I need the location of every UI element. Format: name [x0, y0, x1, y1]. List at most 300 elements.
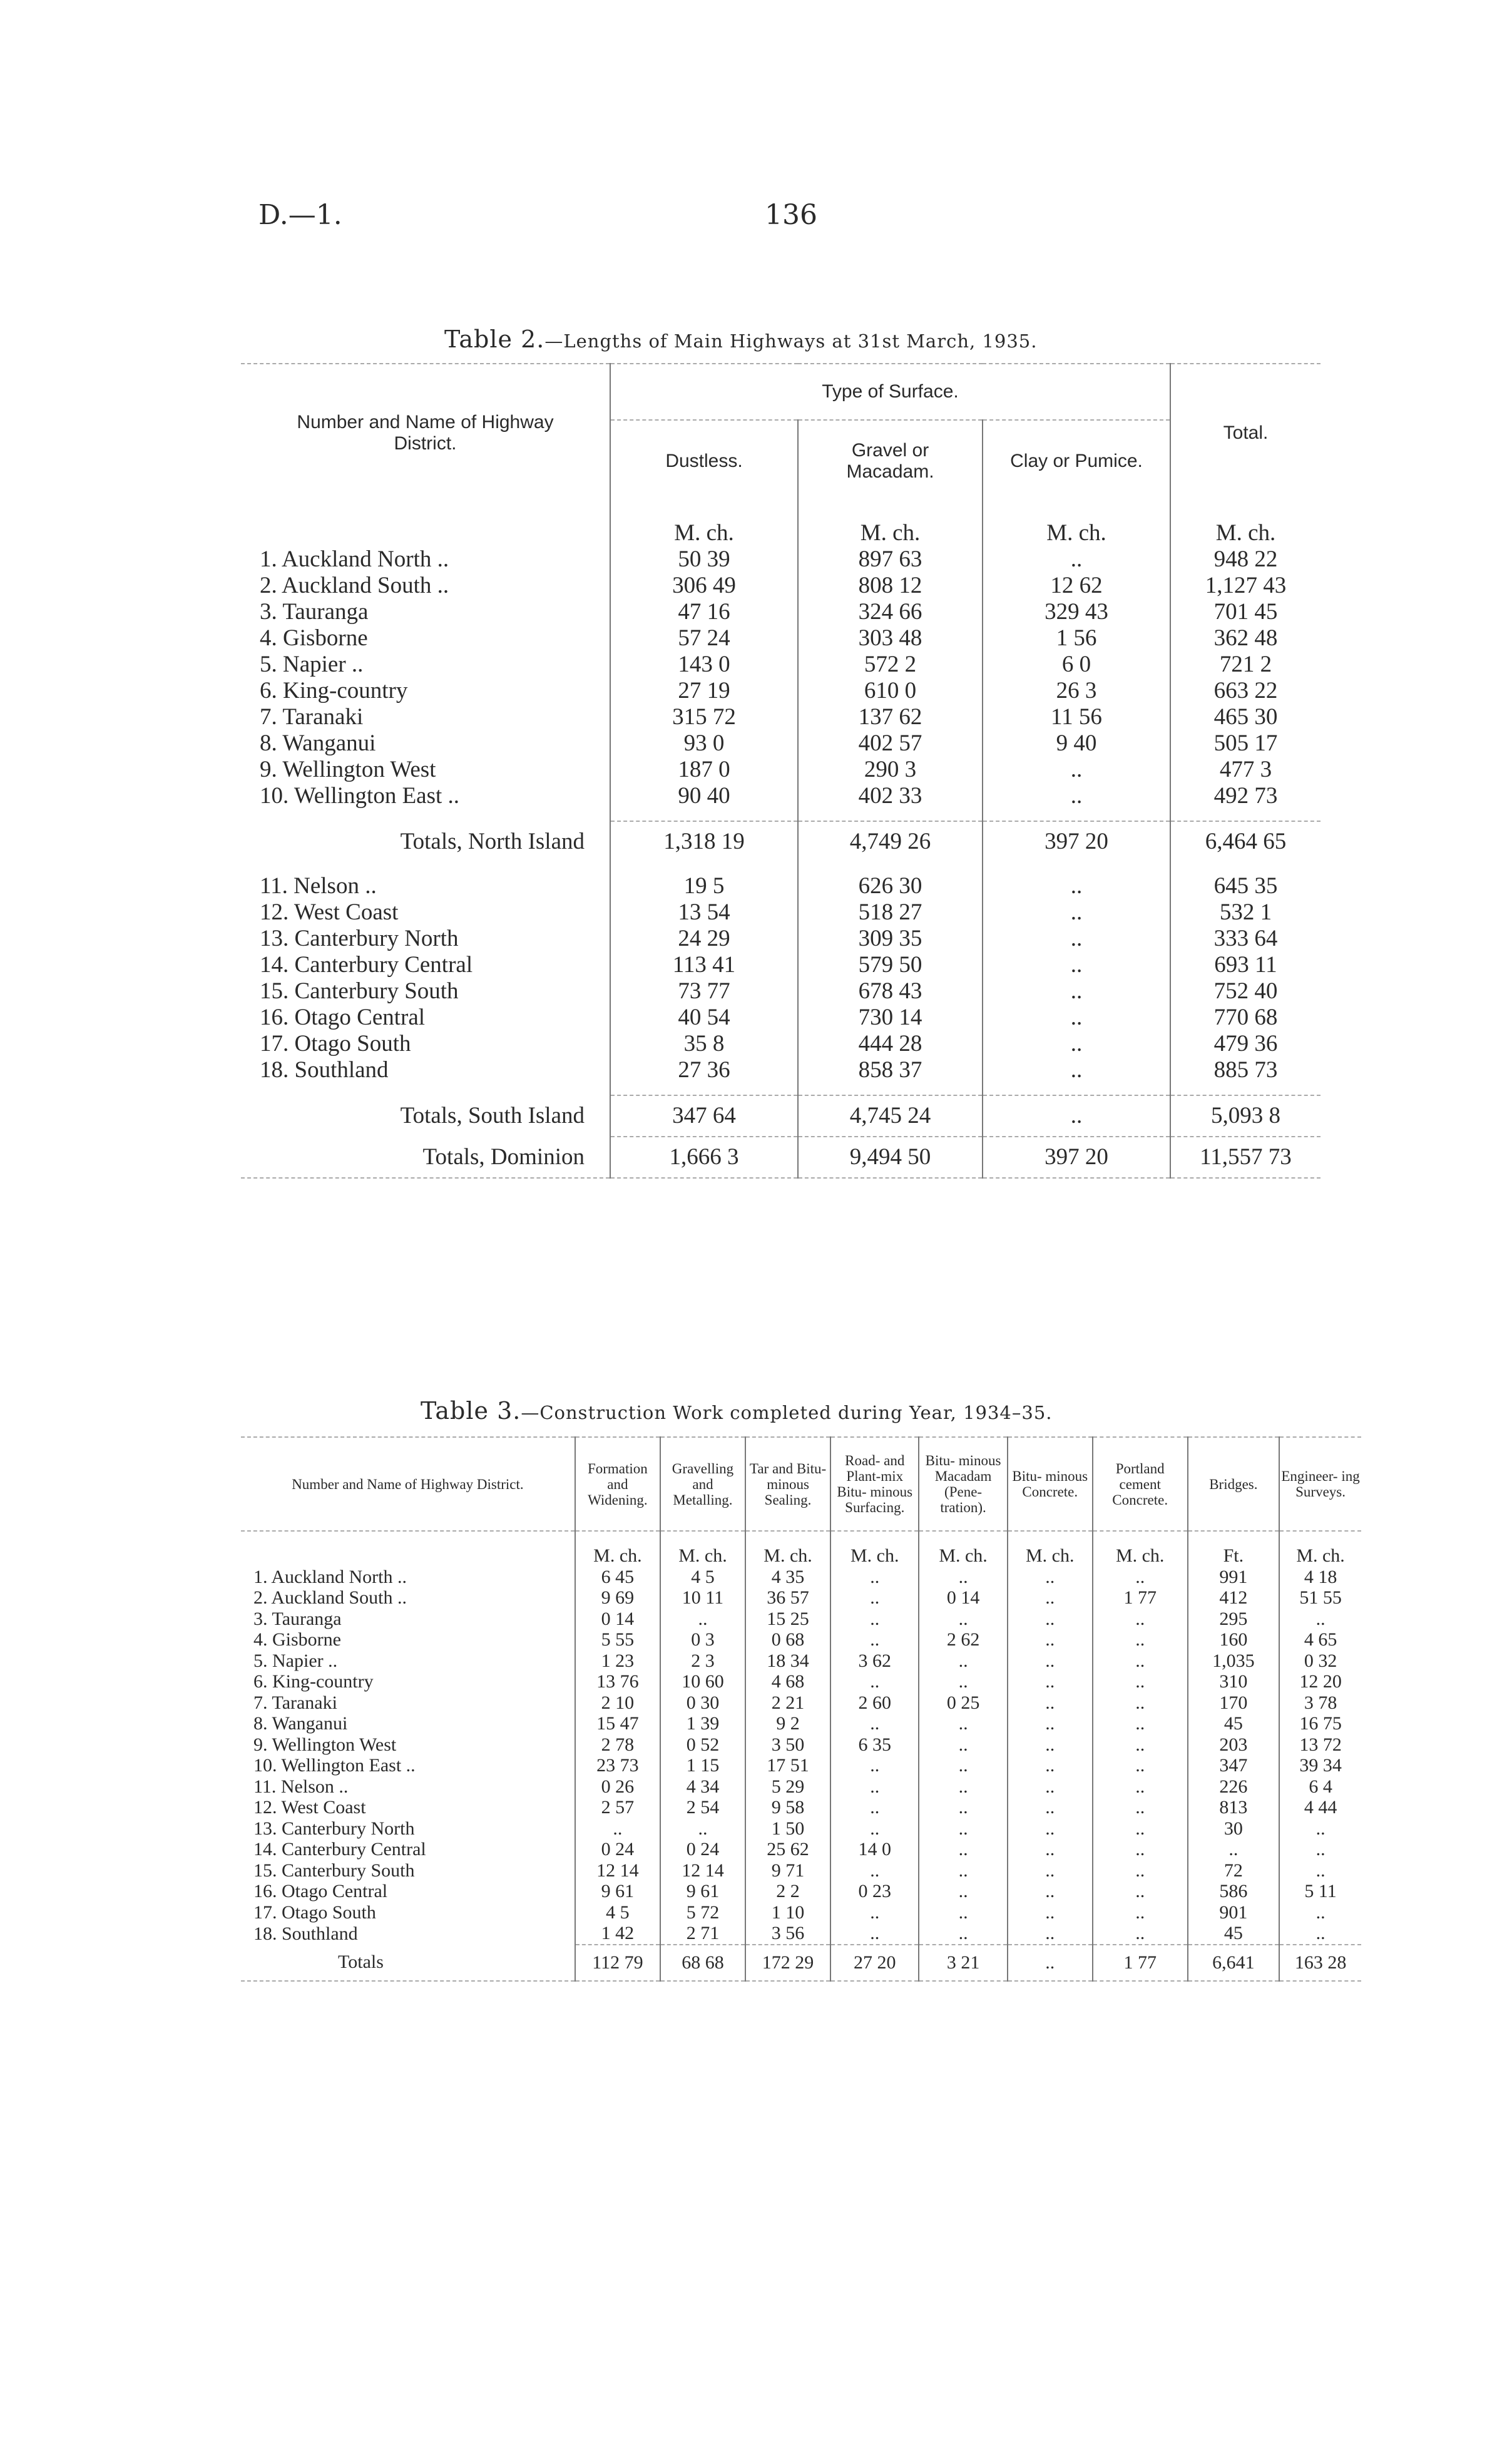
t3-row	[241, 1629, 1361, 1650]
t2-dustless: 24 29	[610, 926, 798, 952]
t3-unit-8: M. ch.	[1279, 1531, 1361, 1567]
t2-district-name: 2. Auckland South ..	[260, 573, 449, 598]
t3-header-9: Engineer- ing Surveys.	[1279, 1437, 1361, 1531]
t3-value: 51 55	[1279, 1587, 1361, 1609]
table3-title-text: —Construction Work completed during Year, 1934–35.	[521, 1402, 1053, 1423]
t3-row	[241, 1923, 1361, 1945]
t3-district-name: 10. Wellington East ..	[253, 1755, 416, 1776]
t3-row	[241, 1567, 1361, 1588]
t3-value: 5 55	[575, 1629, 660, 1650]
t3-value: ..	[919, 1671, 1007, 1692]
t3-value: 9 61	[660, 1881, 745, 1902]
t3-value: 17 51	[745, 1755, 830, 1776]
t2-dustless: 315 72	[610, 704, 798, 730]
t3-value: ..	[1008, 1755, 1093, 1776]
t2-total: 479 36	[1170, 1031, 1320, 1057]
t3-value: 72	[1188, 1860, 1280, 1881]
t2-district-name: 3. Tauranga	[260, 599, 369, 625]
t3-value: ..	[1093, 1776, 1188, 1798]
t3-value: 0 32	[1279, 1650, 1361, 1672]
t2-district-name: 12. West Coast	[260, 899, 399, 925]
table2	[241, 363, 1320, 1179]
t3-value: ..	[830, 1818, 919, 1840]
t3-value: ..	[1008, 1629, 1093, 1650]
t3-value: 12 14	[575, 1860, 660, 1881]
t3-value: 2 78	[575, 1734, 660, 1756]
t3-value: ..	[1008, 1818, 1093, 1840]
t2-dustless: 143 0	[610, 652, 798, 678]
t2-dominion-total-clay: 397 20	[983, 1137, 1170, 1178]
t3-value: ..	[1008, 1567, 1093, 1588]
t3-value: 813	[1188, 1797, 1280, 1818]
t3-value: 0 68	[745, 1629, 830, 1650]
t2-total: 693 11	[1170, 952, 1320, 978]
t3-value: 2 60	[830, 1692, 919, 1714]
t3-value: ..	[919, 1734, 1007, 1756]
t2-total: 505 17	[1170, 730, 1320, 757]
t3-value: 991	[1188, 1567, 1280, 1588]
t2-district-name: 6. King-country	[260, 678, 408, 704]
t3-unit-4: M. ch.	[919, 1531, 1007, 1567]
t2-group-header: Type of Surface.	[610, 364, 1170, 420]
t3-value: 45	[1188, 1923, 1280, 1945]
t2-district-name: 5. Napier ..	[260, 652, 364, 677]
t3-district-name: 7. Taranaki	[253, 1692, 337, 1713]
t2-spacer-row	[241, 809, 1320, 821]
t2-col-clay: Clay or Pumice.	[983, 420, 1170, 501]
t3-value: ..	[1093, 1860, 1188, 1881]
t3-value: 1,035	[1188, 1650, 1280, 1672]
t2-gravel: 324 66	[798, 599, 983, 625]
t2-dustless: 187 0	[610, 757, 798, 783]
t3-value: ..	[1008, 1692, 1093, 1714]
t3-value: 2 62	[919, 1629, 1007, 1650]
t3-value: 4 44	[1279, 1797, 1361, 1818]
t3-value: ..	[1008, 1860, 1093, 1881]
t3-value: ..	[830, 1797, 919, 1818]
t2-south-total-dustless: 347 64	[610, 1095, 798, 1137]
t2-clay: ..	[983, 926, 1170, 952]
t2-unit-clay: M. ch.	[983, 501, 1170, 546]
t3-value: 4 34	[660, 1776, 745, 1798]
t2-total: 1,127 43	[1170, 573, 1320, 599]
t3-value: 4 5	[660, 1567, 745, 1588]
t3-value: 2 3	[660, 1650, 745, 1672]
t3-value: ..	[1008, 1713, 1093, 1734]
t2-clay: ..	[983, 1057, 1170, 1083]
t2-clay: 11 56	[983, 704, 1170, 730]
t2-row	[241, 952, 1320, 978]
t2-gravel: 626 30	[798, 873, 983, 899]
t2-gravel: 678 43	[798, 978, 983, 1005]
t2-dominion-total	[241, 1137, 1320, 1178]
t2-dustless: 13 54	[610, 899, 798, 926]
t2-gravel: 309 35	[798, 926, 983, 952]
t3-row	[241, 1734, 1361, 1756]
t3-district-name: 9. Wellington West	[253, 1734, 397, 1755]
t3-row	[241, 1797, 1361, 1818]
t3-value: 347	[1188, 1755, 1280, 1776]
t3-row	[241, 1692, 1361, 1714]
t3-row	[241, 1902, 1361, 1923]
t2-district-name: 18. Southland	[260, 1057, 389, 1083]
t2-gravel: 518 27	[798, 899, 983, 926]
table2-title	[444, 325, 1037, 353]
t3-unit-0: M. ch.	[575, 1531, 660, 1567]
t3-total-value: 1 77	[1093, 1945, 1188, 1981]
t3-district-name: 11. Nelson ..	[253, 1776, 349, 1797]
t2-district-name: 15. Canterbury South	[260, 978, 459, 1004]
t3-value: 14 0	[830, 1839, 919, 1860]
t3-unit-6: M. ch.	[1093, 1531, 1188, 1567]
t2-gravel: 402 57	[798, 730, 983, 757]
t2-row	[241, 783, 1320, 809]
t2-total: 477 3	[1170, 757, 1320, 783]
t2-district-name: 17. Otago South	[260, 1031, 411, 1057]
t2-dustless: 35 8	[610, 1031, 798, 1057]
t3-value: ..	[1008, 1609, 1093, 1630]
t2-dustless: 113 41	[610, 952, 798, 978]
t3-value: 12 14	[660, 1860, 745, 1881]
t2-row	[241, 704, 1320, 730]
t2-gravel: 897 63	[798, 546, 983, 573]
t2-clay: 329 43	[983, 599, 1170, 625]
t3-value: 170	[1188, 1692, 1280, 1714]
t3-value: ..	[1008, 1902, 1093, 1923]
t3-total-value: 68 68	[660, 1945, 745, 1981]
t3-value: 10 60	[660, 1671, 745, 1692]
t3-value: ..	[1188, 1839, 1280, 1860]
t3-unit-3: M. ch.	[830, 1531, 919, 1567]
t3-value: 3 78	[1279, 1692, 1361, 1714]
t3-value: ..	[1093, 1734, 1188, 1756]
t2-clay: ..	[983, 952, 1170, 978]
t3-header-5: Bitu- minous Macadam (Pene- tration).	[919, 1437, 1007, 1531]
t3-value: ..	[1093, 1839, 1188, 1860]
t3-value: ..	[1008, 1671, 1093, 1692]
t2-row	[241, 1057, 1320, 1083]
t2-total: 721 2	[1170, 652, 1320, 678]
t3-total-value: ..	[1008, 1945, 1093, 1981]
t3-value: ..	[1093, 1692, 1188, 1714]
t3-row	[241, 1671, 1361, 1692]
t3-value: ..	[1279, 1839, 1361, 1860]
t3-value: 412	[1188, 1587, 1280, 1609]
t3-value: ..	[919, 1881, 1007, 1902]
t3-value: ..	[1093, 1755, 1188, 1776]
t2-south-total	[241, 1095, 1320, 1137]
t2-gravel: 858 37	[798, 1057, 983, 1083]
t2-south-total-clay: ..	[983, 1095, 1170, 1137]
t3-district-name: 5. Napier ..	[253, 1650, 338, 1671]
t2-total: 532 1	[1170, 899, 1320, 926]
t2-district-name: 10. Wellington East ..	[260, 783, 460, 809]
t3-value: ..	[830, 1902, 919, 1923]
t2-row	[241, 757, 1320, 783]
t2-total: 362 48	[1170, 625, 1320, 652]
t2-north-total-clay: 397 20	[983, 821, 1170, 862]
t3-row	[241, 1755, 1361, 1776]
t2-dustless: 73 77	[610, 978, 798, 1005]
t2-north-total-total: 6,464 65	[1170, 821, 1320, 862]
t3-value: 0 3	[660, 1629, 745, 1650]
t2-dustless: 47 16	[610, 599, 798, 625]
t2-row	[241, 730, 1320, 757]
t2-dustless: 19 5	[610, 873, 798, 899]
t2-dustless: 27 19	[610, 678, 798, 704]
t3-value: 0 25	[919, 1692, 1007, 1714]
t3-value: 4 65	[1279, 1629, 1361, 1650]
t3-value: 1 42	[575, 1923, 660, 1945]
t3-row	[241, 1587, 1361, 1609]
t3-district-name: 6. King-country	[253, 1671, 374, 1692]
t3-header-3: Tar and Bitu- minous Sealing.	[745, 1437, 830, 1531]
t2-row	[241, 599, 1320, 625]
t3-total-value: 172 29	[745, 1945, 830, 1981]
t2-clay: ..	[983, 978, 1170, 1005]
t2-district-name: 14. Canterbury Central	[260, 952, 473, 978]
t3-district-name: 2. Auckland South ..	[253, 1587, 407, 1608]
t3-value: ..	[660, 1609, 745, 1630]
t2-gravel: 303 48	[798, 625, 983, 652]
t2-gravel: 290 3	[798, 757, 983, 783]
t3-value: 5 72	[660, 1902, 745, 1923]
t3-value: 9 2	[745, 1713, 830, 1734]
t3-value: 1 23	[575, 1650, 660, 1672]
t2-clay: ..	[983, 757, 1170, 783]
t3-value: ..	[830, 1776, 919, 1798]
t3-row	[241, 1609, 1361, 1630]
t3-value: 2 2	[745, 1881, 830, 1902]
t3-value: ..	[919, 1818, 1007, 1840]
t3-value: 1 77	[1093, 1587, 1188, 1609]
t3-value: ..	[830, 1587, 919, 1609]
t3-value: ..	[1093, 1902, 1188, 1923]
t3-header-6: Bitu- minous Concrete.	[1008, 1437, 1093, 1531]
t2-dustless: 27 36	[610, 1057, 798, 1083]
t3-value: 4 68	[745, 1671, 830, 1692]
t3-header-8: Bridges.	[1188, 1437, 1280, 1531]
t3-value: 45	[1188, 1713, 1280, 1734]
t3-header-0: Number and Name of Highway District.	[241, 1437, 575, 1531]
t3-district-name: 1. Auckland North ..	[253, 1566, 407, 1587]
t2-clay: 26 3	[983, 678, 1170, 704]
t3-value: 6 4	[1279, 1776, 1361, 1798]
t3-value: 16 75	[1279, 1713, 1361, 1734]
t3-value: 0 14	[575, 1609, 660, 1630]
t2-gravel: 808 12	[798, 573, 983, 599]
t2-unit-total: M. ch.	[1170, 501, 1320, 546]
t3-value: ..	[830, 1860, 919, 1881]
t3-value: 1 39	[660, 1713, 745, 1734]
t3-district-name: 4. Gisborne	[253, 1629, 341, 1650]
t3-district-name: 14. Canterbury Central	[253, 1839, 426, 1860]
page-reference: D.—1.	[258, 199, 342, 231]
t3-value: 15 25	[745, 1609, 830, 1630]
t2-dustless: 90 40	[610, 783, 798, 809]
t3-value: 2 21	[745, 1692, 830, 1714]
t2-row	[241, 625, 1320, 652]
t3-value: ..	[1093, 1671, 1188, 1692]
t3-value: 5 11	[1279, 1881, 1361, 1902]
t3-value: 9 58	[745, 1797, 830, 1818]
t2-row	[241, 978, 1320, 1005]
t2-south-total-label: Totals, South Island	[400, 1103, 585, 1128]
t3-total-value: 112 79	[575, 1945, 660, 1981]
t3-value: ..	[919, 1650, 1007, 1672]
t2-total: 752 40	[1170, 978, 1320, 1005]
t2-clay: 1 56	[983, 625, 1170, 652]
t3-district-name: 12. West Coast	[253, 1797, 366, 1818]
t3-value: 30	[1188, 1818, 1280, 1840]
t3-value: 0 23	[830, 1881, 919, 1902]
t3-value: ..	[1093, 1713, 1188, 1734]
t3-value: 1 15	[660, 1755, 745, 1776]
t3-value: ..	[1008, 1587, 1093, 1609]
t2-total: 333 64	[1170, 926, 1320, 952]
t2-unit-dustless: M. ch.	[610, 501, 798, 546]
t3-unit-row	[241, 1531, 1361, 1567]
t3-value: 0 14	[919, 1587, 1007, 1609]
t3-value: ..	[1093, 1567, 1188, 1588]
t2-spacer-row	[241, 862, 1320, 873]
table3-title-prefix: Table 3.	[421, 1397, 521, 1425]
t3-value: 25 62	[745, 1839, 830, 1860]
t3-district-name: 13. Canterbury North	[253, 1818, 415, 1839]
t2-spacer-row	[241, 1083, 1320, 1095]
t3-value: 10 11	[660, 1587, 745, 1609]
t3-value: ..	[1093, 1881, 1188, 1902]
t3-value: 3 56	[745, 1923, 830, 1945]
t3-value: 3 62	[830, 1650, 919, 1672]
t3-value: 310	[1188, 1671, 1280, 1692]
t3-value: 4 35	[745, 1567, 830, 1588]
t3-value: 0 24	[660, 1839, 745, 1860]
t2-clay: 12 62	[983, 573, 1170, 599]
t3-district-name: 18. Southland	[253, 1923, 358, 1944]
t3-value: 9 71	[745, 1860, 830, 1881]
t3-value: ..	[1008, 1839, 1093, 1860]
t2-district-name: 9. Wellington West	[260, 757, 436, 782]
t3-row	[241, 1839, 1361, 1860]
t3-row	[241, 1881, 1361, 1902]
t2-total: 645 35	[1170, 873, 1320, 899]
t3-value: ..	[1008, 1734, 1093, 1756]
table2-title-prefix: Table 2.	[444, 325, 545, 353]
t3-value: ..	[1093, 1609, 1188, 1630]
t2-north-total	[241, 821, 1320, 862]
t2-row	[241, 652, 1320, 678]
t3-value: 39 34	[1279, 1755, 1361, 1776]
t3-value: ..	[1008, 1650, 1093, 1672]
t2-col-district: Number and Name of Highway District.	[297, 411, 554, 454]
t3-value: 6 35	[830, 1734, 919, 1756]
t3-value: ..	[830, 1671, 919, 1692]
t2-clay: ..	[983, 546, 1170, 573]
t3-value: ..	[830, 1923, 919, 1945]
t2-gravel: 610 0	[798, 678, 983, 704]
t3-header-4: Road- and Plant-mix Bitu- minous Surfacing.	[830, 1437, 919, 1531]
t3-value: 0 52	[660, 1734, 745, 1756]
table3-title	[421, 1397, 1053, 1425]
t2-south-total-total: 5,093 8	[1170, 1095, 1320, 1137]
t2-row	[241, 899, 1320, 926]
t3-value: 586	[1188, 1881, 1280, 1902]
t3-value: 1 50	[745, 1818, 830, 1840]
t3-value: ..	[830, 1629, 919, 1650]
t2-dustless: 306 49	[610, 573, 798, 599]
t3-value: ..	[1093, 1818, 1188, 1840]
t2-col-total: Total.	[1170, 364, 1320, 501]
t3-value: 13 72	[1279, 1734, 1361, 1756]
t3-value: ..	[1279, 1902, 1361, 1923]
t3-value: 2 71	[660, 1923, 745, 1945]
t3-totals-row	[241, 1945, 1361, 1981]
t3-value: ..	[1008, 1923, 1093, 1945]
t3-header-1: Formation and Widening.	[575, 1437, 660, 1531]
t3-value: ..	[1093, 1923, 1188, 1945]
t3-value: ..	[1008, 1881, 1093, 1902]
t3-district-name: 17. Otago South	[253, 1901, 376, 1923]
t3-row	[241, 1860, 1361, 1881]
t3-value: ..	[919, 1609, 1007, 1630]
t2-total: 492 73	[1170, 783, 1320, 809]
t3-value: ..	[919, 1839, 1007, 1860]
t2-north-total-dustless: 1,318 19	[610, 821, 798, 862]
t2-row	[241, 926, 1320, 952]
t3-value: 18 34	[745, 1650, 830, 1672]
t3-value: 5 29	[745, 1776, 830, 1798]
page-number: 136	[765, 199, 817, 231]
t2-gravel: 137 62	[798, 704, 983, 730]
t3-unit-5: M. ch.	[1008, 1531, 1093, 1567]
t3-value: ..	[660, 1818, 745, 1840]
t3-value: 12 20	[1279, 1671, 1361, 1692]
t2-row	[241, 573, 1320, 599]
t3-value: 203	[1188, 1734, 1280, 1756]
t3-header-7: Portland cement Concrete.	[1093, 1437, 1188, 1531]
t2-clay: ..	[983, 1031, 1170, 1057]
t2-gravel: 444 28	[798, 1031, 983, 1057]
t3-value: 4 5	[575, 1902, 660, 1923]
t2-total: 770 68	[1170, 1005, 1320, 1031]
t3-value: ..	[1279, 1923, 1361, 1945]
table2-title-text: —Lengths of Main Highways at 31st March, 1935.	[544, 330, 1038, 352]
t2-north-total-label: Totals, North Island	[400, 828, 585, 854]
t2-total: 701 45	[1170, 599, 1320, 625]
t2-clay: ..	[983, 1005, 1170, 1031]
t3-value: 0 26	[575, 1776, 660, 1798]
t2-row	[241, 1005, 1320, 1031]
t2-row	[241, 546, 1320, 573]
t3-district-name: 15. Canterbury South	[253, 1860, 415, 1881]
t3-value: 901	[1188, 1902, 1280, 1923]
t2-district-name: 4. Gisborne	[260, 625, 368, 651]
t2-dustless: 50 39	[610, 546, 798, 573]
t3-value: ..	[830, 1567, 919, 1588]
t2-gravel: 572 2	[798, 652, 983, 678]
t3-value: 15 47	[575, 1713, 660, 1734]
t3-value: 226	[1188, 1776, 1280, 1798]
t2-clay: 6 0	[983, 652, 1170, 678]
t3-value: ..	[830, 1713, 919, 1734]
t2-unit-row	[241, 501, 1320, 546]
t3-district-name: 3. Tauranga	[253, 1608, 342, 1629]
table3	[241, 1436, 1361, 1982]
t2-south-total-gravel: 4,745 24	[798, 1095, 983, 1137]
t2-gravel: 730 14	[798, 1005, 983, 1031]
t3-value: 6 45	[575, 1567, 660, 1588]
